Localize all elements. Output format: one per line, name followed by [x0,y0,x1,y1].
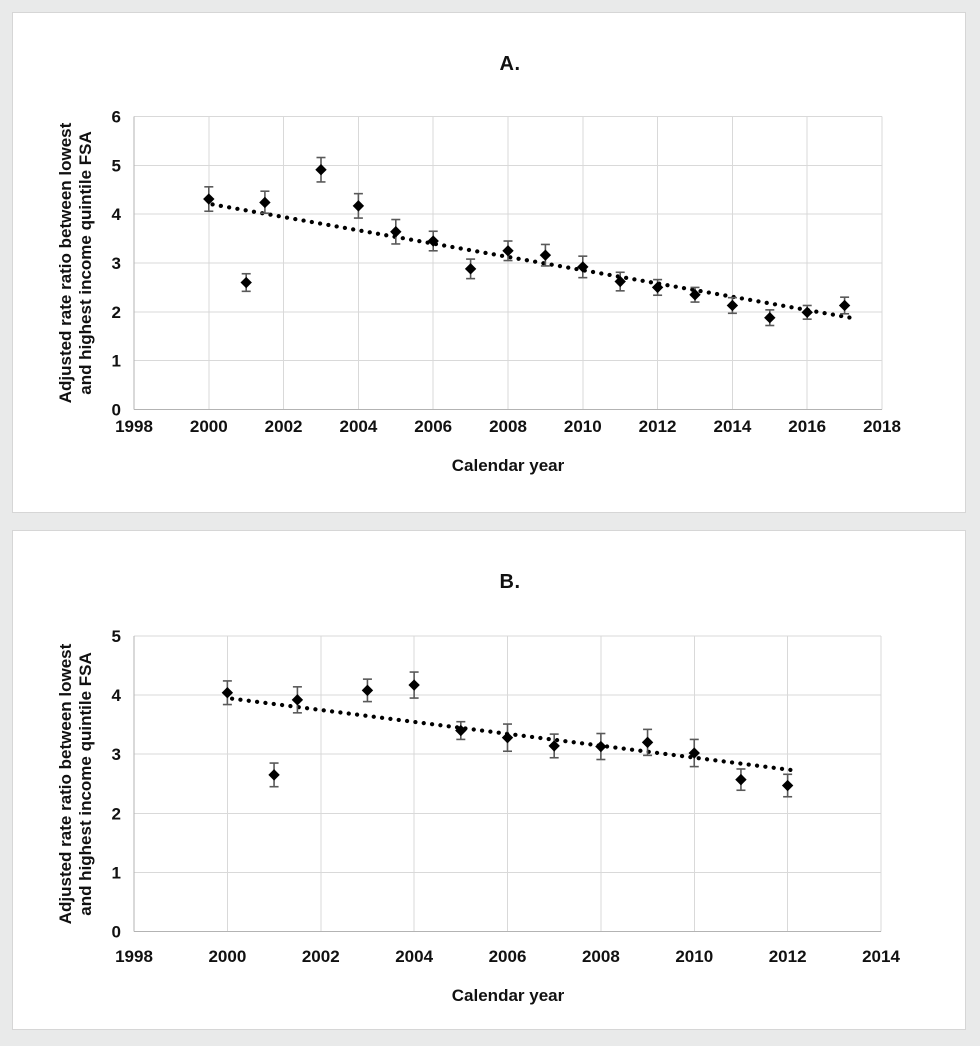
x-tick-label: 1998 [115,417,153,436]
data-point-diamond [390,226,401,237]
x-tick-label: 2004 [395,947,434,966]
y-axis-label-line-2: and highest income quintile FSA [76,131,95,395]
x-tick-label: 2004 [339,417,378,436]
y-tick-label: 3 [111,254,121,273]
data-point-diamond [652,282,663,293]
x-tick-label: 2002 [264,417,303,436]
x-tick-label: 2010 [563,417,602,436]
y-axis-label-line-1: Adjusted rate ratio between lowest [56,122,75,404]
data-point-diamond [408,679,419,690]
panel-b [12,530,966,1030]
y-tick-label: 1 [111,351,121,371]
panel-a-x-axis-label: Calendar year [451,456,565,475]
y-tick-label: 0 [111,922,121,942]
y-tick-label: 2 [111,804,121,824]
data-point-diamond [595,741,606,752]
data-point-diamond [259,197,270,208]
y-tick-label: 2 [111,302,121,322]
trendline [232,699,797,771]
chart-svg-A [13,13,965,512]
y-tick-label: 0 [111,400,121,420]
x-tick-label: 1998 [115,947,153,966]
y-axis-label-line-2: and highest income quintile FSA [76,652,95,916]
data-point-diamond [502,732,513,743]
panel-b-x-axis-label: Calendar year [451,986,565,1005]
y-tick-label: 3 [111,745,121,765]
x-tick-label: 2014 [713,417,752,436]
data-point-diamond [292,694,303,705]
data-point-diamond [642,737,653,748]
x-tick-label: 2010 [675,947,714,966]
y-tick-label: 5 [111,627,121,646]
y-tick-label: 6 [111,107,121,127]
y-tick-label: 5 [111,156,121,176]
chart-svg-B [13,531,965,1029]
x-tick-label: 2014 [862,947,900,966]
data-point-diamond [764,312,775,323]
x-tick-label: 2016 [788,417,827,436]
x-tick-label: 2002 [301,947,340,966]
panel-a-y-axis-label [56,123,96,404]
y-tick-label: 1 [111,863,121,883]
x-tick-label: 2012 [768,947,807,966]
panel-a-title: A. [499,53,521,75]
data-point-diamond [268,769,279,780]
panel-b-y-axis-label [56,644,96,925]
x-tick-label: 2018 [863,417,901,436]
x-tick-label: 2006 [488,947,527,966]
x-tick-label: 2000 [208,947,247,966]
x-tick-label: 2000 [189,417,228,436]
y-tick-label: 4 [111,205,121,225]
data-point-diamond [362,685,373,696]
data-point-diamond [241,277,252,288]
y-axis-label-line-1: Adjusted rate ratio between lowest [56,643,75,925]
data-point-diamond [839,300,850,311]
x-tick-label: 2012 [638,417,677,436]
data-point-diamond [727,300,738,311]
x-tick-label: 2008 [581,947,620,966]
panel-b-title: B. [499,571,521,593]
x-tick-label: 2008 [489,417,527,436]
trendline [213,204,856,318]
panel-a [12,12,966,513]
data-point-diamond [502,245,513,256]
data-point-diamond [540,249,551,260]
data-point-diamond [353,200,364,211]
x-tick-label: 2006 [414,417,453,436]
y-tick-label: 4 [111,686,121,706]
data-point-diamond [465,263,476,274]
data-point-diamond [782,780,793,791]
data-point-diamond [735,774,746,785]
data-point-diamond [802,307,813,318]
